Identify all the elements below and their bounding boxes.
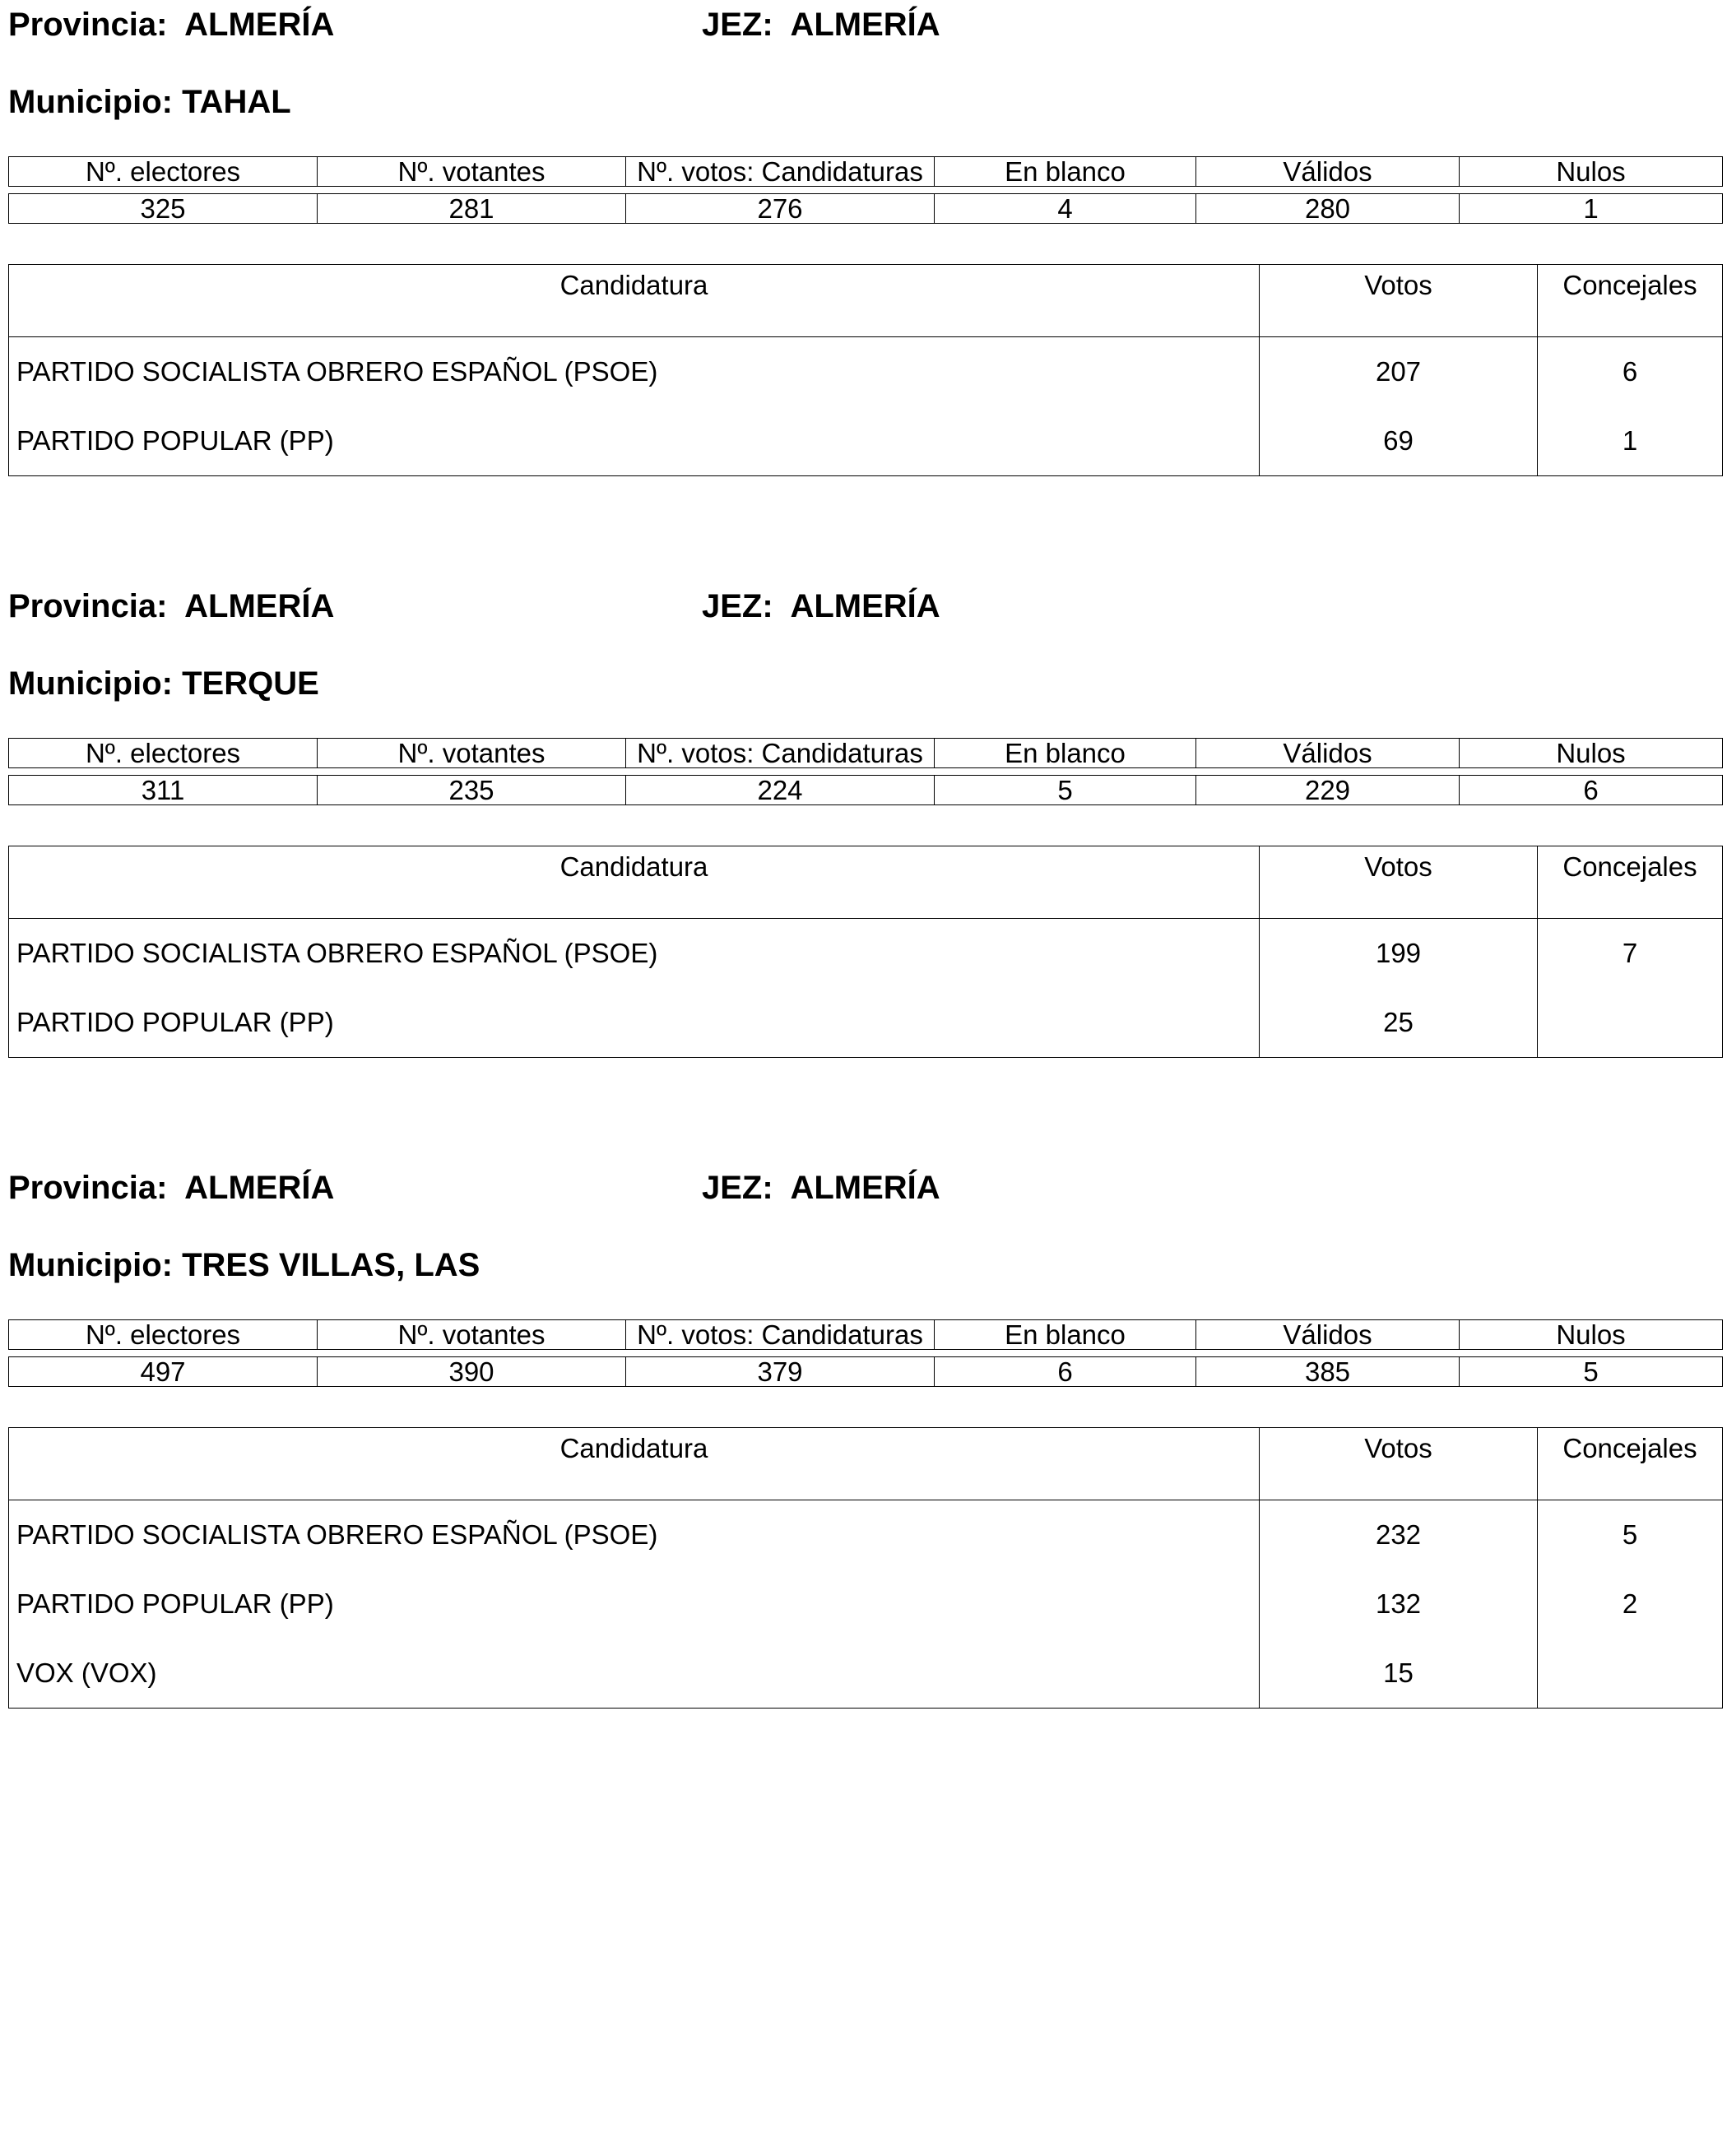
stats-header-nulos: Nulos	[1460, 157, 1723, 187]
stats-electores: 325	[9, 194, 318, 224]
stats-votos-candidaturas: 379	[626, 1357, 935, 1387]
candidaturas-header-row	[9, 1428, 1723, 1500]
stats-electores: 311	[9, 776, 318, 805]
header-votos: Votos	[1260, 1428, 1538, 1500]
candidatura-votos: 25	[1260, 988, 1538, 1058]
candidatura-votos: 132	[1260, 1569, 1538, 1639]
table-row	[9, 1500, 1723, 1570]
stats-validos: 385	[1196, 1357, 1460, 1387]
candidaturas-header-row	[9, 265, 1723, 337]
candidatura-votos: 15	[1260, 1639, 1538, 1709]
stats-value-row	[9, 776, 1723, 805]
stats-header-votos-candidaturas: Nº. votos: Candidaturas	[626, 157, 935, 187]
stats-header-votantes: Nº. votantes	[318, 157, 626, 187]
table-row	[9, 1639, 1723, 1709]
candidaturas-table	[8, 1427, 1723, 1709]
table-row	[9, 1569, 1723, 1639]
stats-votos-candidaturas: 276	[626, 194, 935, 224]
stats-en-blanco: 6	[935, 1357, 1196, 1387]
stats-header-row	[9, 739, 1723, 768]
stats-nulos: 1	[1460, 194, 1723, 224]
stats-header-votos-candidaturas: Nº. votos: Candidaturas	[626, 1320, 935, 1350]
candidaturas-header-row	[9, 846, 1723, 919]
stats-votos-candidaturas: 224	[626, 776, 935, 805]
municipality-block	[0, 582, 1727, 1164]
candidatura-votos: 69	[1260, 406, 1538, 476]
stats-en-blanco: 4	[935, 194, 1196, 224]
stats-header-votos-candidaturas: Nº. votos: Candidaturas	[626, 739, 935, 768]
stats-nulos: 6	[1460, 776, 1723, 805]
stats-votantes: 281	[318, 194, 626, 224]
candidaturas-table	[8, 846, 1723, 1058]
candidatura-concejales: 7	[1538, 919, 1723, 989]
stats-header-row	[9, 157, 1723, 187]
stats-header-votantes: Nº. votantes	[318, 1320, 626, 1350]
candidatura-concejales	[1538, 1639, 1723, 1709]
candidatura-name: VOX (VOX)	[9, 1639, 1260, 1709]
candidatura-concejales: 2	[1538, 1569, 1723, 1639]
stats-en-blanco: 5	[935, 776, 1196, 805]
municipality-block	[0, 1163, 1727, 1746]
header-concejales: Concejales	[1538, 265, 1723, 337]
candidatura-name: PARTIDO POPULAR (PP)	[9, 988, 1260, 1058]
stats-votantes: 235	[318, 776, 626, 805]
municipio-heading: Municipio: TRES VILLAS, LAS	[8, 1247, 480, 1283]
stats-value-row	[9, 1357, 1723, 1387]
stats-header-electores: Nº. electores	[9, 739, 318, 768]
provincia-heading: Provincia: ALMERÍA	[8, 1170, 335, 1206]
stats-header-nulos: Nulos	[1460, 1320, 1723, 1350]
jez-heading: JEZ: ALMERÍA	[702, 7, 940, 43]
table-row	[9, 406, 1723, 476]
table-row	[9, 337, 1723, 407]
stats-table	[8, 156, 1723, 224]
table-row	[9, 919, 1723, 989]
stats-header-validos: Válidos	[1196, 739, 1460, 768]
municipio-heading: Municipio: TAHAL	[8, 84, 291, 120]
candidatura-name: PARTIDO POPULAR (PP)	[9, 1569, 1260, 1639]
stats-table	[8, 738, 1723, 805]
header-concejales: Concejales	[1538, 846, 1723, 919]
candidatura-votos: 199	[1260, 919, 1538, 989]
stats-value-row	[9, 194, 1723, 224]
header-candidatura: Candidatura	[9, 1428, 1260, 1500]
header-candidatura: Candidatura	[9, 846, 1260, 919]
stats-header-votantes: Nº. votantes	[318, 739, 626, 768]
header-candidatura: Candidatura	[9, 265, 1260, 337]
provincia-heading: Provincia: ALMERÍA	[8, 588, 335, 624]
stats-validos: 229	[1196, 776, 1460, 805]
jez-heading: JEZ: ALMERÍA	[702, 588, 940, 624]
jez-heading: JEZ: ALMERÍA	[702, 1170, 940, 1206]
candidatura-concejales: 5	[1538, 1500, 1723, 1570]
stats-header-validos: Válidos	[1196, 157, 1460, 187]
municipio-heading: Municipio: TERQUE	[8, 665, 319, 702]
header-votos: Votos	[1260, 265, 1538, 337]
provincia-heading: Provincia: ALMERÍA	[8, 7, 335, 43]
candidatura-name: PARTIDO SOCIALISTA OBRERO ESPAÑOL (PSOE)	[9, 1500, 1260, 1570]
stats-validos: 280	[1196, 194, 1460, 224]
stats-header-nulos: Nulos	[1460, 739, 1723, 768]
candidatura-votos: 232	[1260, 1500, 1538, 1570]
stats-header-electores: Nº. electores	[9, 157, 318, 187]
header-concejales: Concejales	[1538, 1428, 1723, 1500]
stats-header-en-blanco: En blanco	[935, 157, 1196, 187]
header-votos: Votos	[1260, 846, 1538, 919]
stats-table	[8, 1319, 1723, 1387]
stats-header-validos: Válidos	[1196, 1320, 1460, 1350]
candidatura-name: PARTIDO SOCIALISTA OBRERO ESPAÑOL (PSOE)	[9, 337, 1260, 407]
candidatura-concejales: 1	[1538, 406, 1723, 476]
stats-votantes: 390	[318, 1357, 626, 1387]
stats-header-electores: Nº. electores	[9, 1320, 318, 1350]
candidatura-concejales	[1538, 988, 1723, 1058]
candidatura-votos: 207	[1260, 337, 1538, 407]
candidatura-name: PARTIDO SOCIALISTA OBRERO ESPAÑOL (PSOE)	[9, 919, 1260, 989]
candidaturas-table	[8, 264, 1723, 476]
stats-header-en-blanco: En blanco	[935, 739, 1196, 768]
candidatura-name: PARTIDO POPULAR (PP)	[9, 406, 1260, 476]
table-row	[9, 988, 1723, 1058]
stats-nulos: 5	[1460, 1357, 1723, 1387]
municipality-block	[0, 0, 1727, 582]
stats-electores: 497	[9, 1357, 318, 1387]
stats-header-row	[9, 1320, 1723, 1350]
candidatura-concejales: 6	[1538, 337, 1723, 407]
stats-header-en-blanco: En blanco	[935, 1320, 1196, 1350]
